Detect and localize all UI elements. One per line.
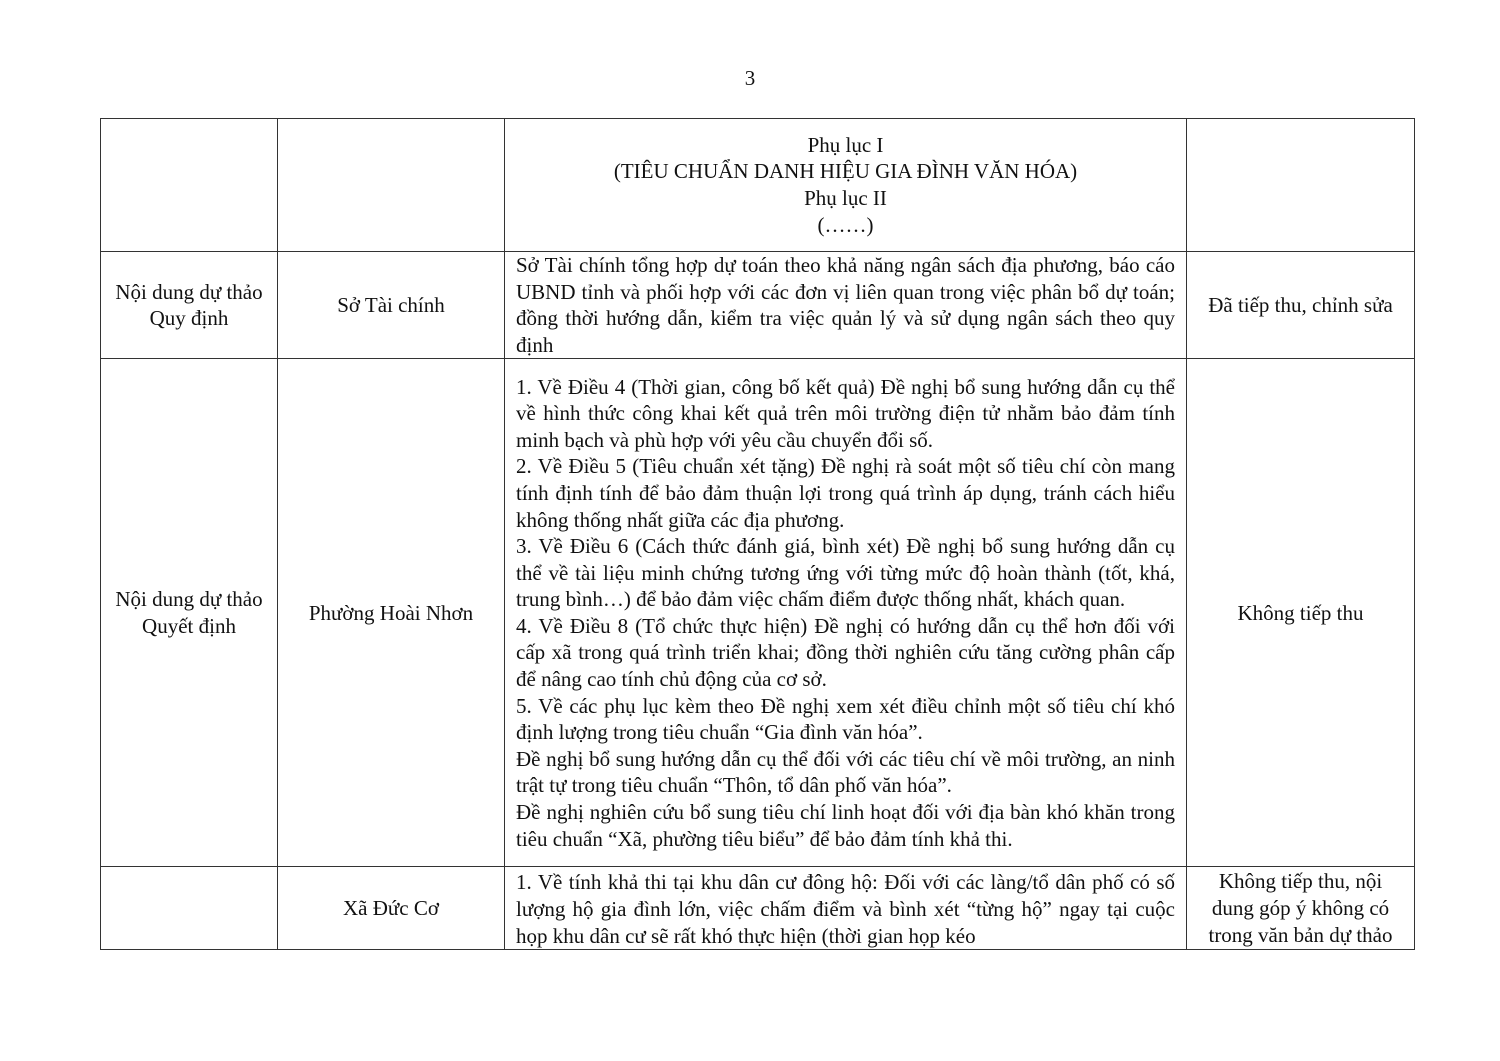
- section-cell: [101, 867, 278, 950]
- header-cell-response: [1187, 119, 1415, 252]
- comment-cell: [505, 867, 1187, 950]
- comment-paragraph: 5. Về các phụ lục kèm theo Đề nghị xem xét điều chỉnh một số tiêu chí khó định lượng trong tiêu chuẩn “Gia đình văn hóa”.: [516, 693, 1175, 745]
- header-cell-section: [101, 119, 278, 252]
- response-cell: Không tiếp thu, nội dung góp ý không có trong văn bản dự thảo: [1187, 867, 1415, 950]
- response-cell: Đã tiếp thu, chỉnh sửa: [1187, 252, 1415, 359]
- comment-paragraph: 2. Về Điều 5 (Tiêu chuẩn xét tặng) Đề nghị rà soát một số tiêu chí còn mang tính định tính để bảo đảm thuận lợi trong quá trình áp dụng, tránh cách hiểu không thống nhất giữa các địa phương.: [516, 454, 1175, 532]
- comment-paragraph: 3. Về Điều 6 (Cách thức đánh giá, bình xét) Đề nghị bổ sung hướng dẫn cụ thể về tài liệu minh chứng tương ứng với từng mức độ hoàn thành (tốt, khá, trung bình…) để bảo đảm việc chấm điểm được thống nhất, khách quan.: [516, 534, 1175, 612]
- appendix-line: Phụ lục I: [807, 132, 884, 157]
- comment-cell: [505, 359, 1187, 867]
- table-header-row: [101, 119, 1415, 252]
- review-table: [100, 118, 1415, 950]
- comment-paragraph: Sở Tài chính tổng hợp dự toán theo khả năng ngân sách địa phương, báo cáo UBND tỉnh và phối hợp với các đơn vị liên quan trong việc phân bổ dự toán; đồng thời hướng dẫn, kiểm tra việc quản lý và sử dụng ngân sách theo quy định: [516, 253, 1175, 357]
- response-cell: Không tiếp thu: [1187, 359, 1415, 867]
- section-cell: Nội dung dự thảo Quy định: [101, 252, 278, 359]
- page-number: 3: [744, 66, 756, 90]
- comment-paragraph: Đề nghị nghiên cứu bổ sung tiêu chí linh hoạt đối với địa bàn khó khăn trong tiêu chuẩn “Xã, phường tiêu biểu” để bảo đảm tính khả thi.: [516, 800, 1175, 851]
- appendix-line: (……): [817, 212, 874, 237]
- comment-cell: [505, 252, 1187, 359]
- agency-cell: Phường Hoài Nhơn: [278, 359, 505, 867]
- comment-paragraph: 4. Về Điều 8 (Tổ chức thực hiện) Đề nghị có hướng dẫn cụ thể hơn đối với cấp xã trong quá trình triển khai; đồng thời nghiên cứu tăng cường phân cấp để nâng cao tính chủ động của cơ sở.: [516, 613, 1175, 692]
- appendix-line: (TIÊU CHUẨN DANH HIỆU GIA ĐÌNH VĂN HÓA): [613, 159, 1078, 184]
- agency-cell: Xã Đức Cơ: [278, 867, 505, 950]
- agency-cell: Sở Tài chính: [278, 252, 505, 359]
- table-row: [101, 252, 1415, 359]
- comment-paragraph: 1. Về tính khả thi tại khu dân cư đông hộ: Đối với các làng/tổ dân phố có số lượng hộ gia đình lớn, việc chấm điểm và bình xét “từng hộ” ngay tại cuộc họp khu dân cư sẽ rất khó thực hiện (thời gian họp kéo: [516, 870, 1175, 948]
- comment-paragraph: 1. Về Điều 4 (Thời gian, công bố kết quả) Đề nghị bổ sung hướng dẫn cụ thể về hình thức công khai kết quả trên môi trường điện tử nhằm bảo đảm tính minh bạch và phù hợp với yêu cầu chuyển đổi số.: [516, 374, 1175, 452]
- section-cell: Nội dung dự thảo Quyết định: [101, 359, 278, 867]
- header-cell-appendix: [505, 119, 1187, 252]
- table-row: [101, 867, 1415, 950]
- comment-paragraph: Đề nghị bổ sung hướng dẫn cụ thể đối với các tiêu chí về môi trường, an ninh trật tự trong tiêu chuẩn “Thôn, tổ dân phố văn hóa”.: [516, 746, 1175, 798]
- table-row: [101, 359, 1415, 867]
- appendix-line: Phụ lục II: [804, 186, 887, 210]
- header-cell-agency: [278, 119, 505, 252]
